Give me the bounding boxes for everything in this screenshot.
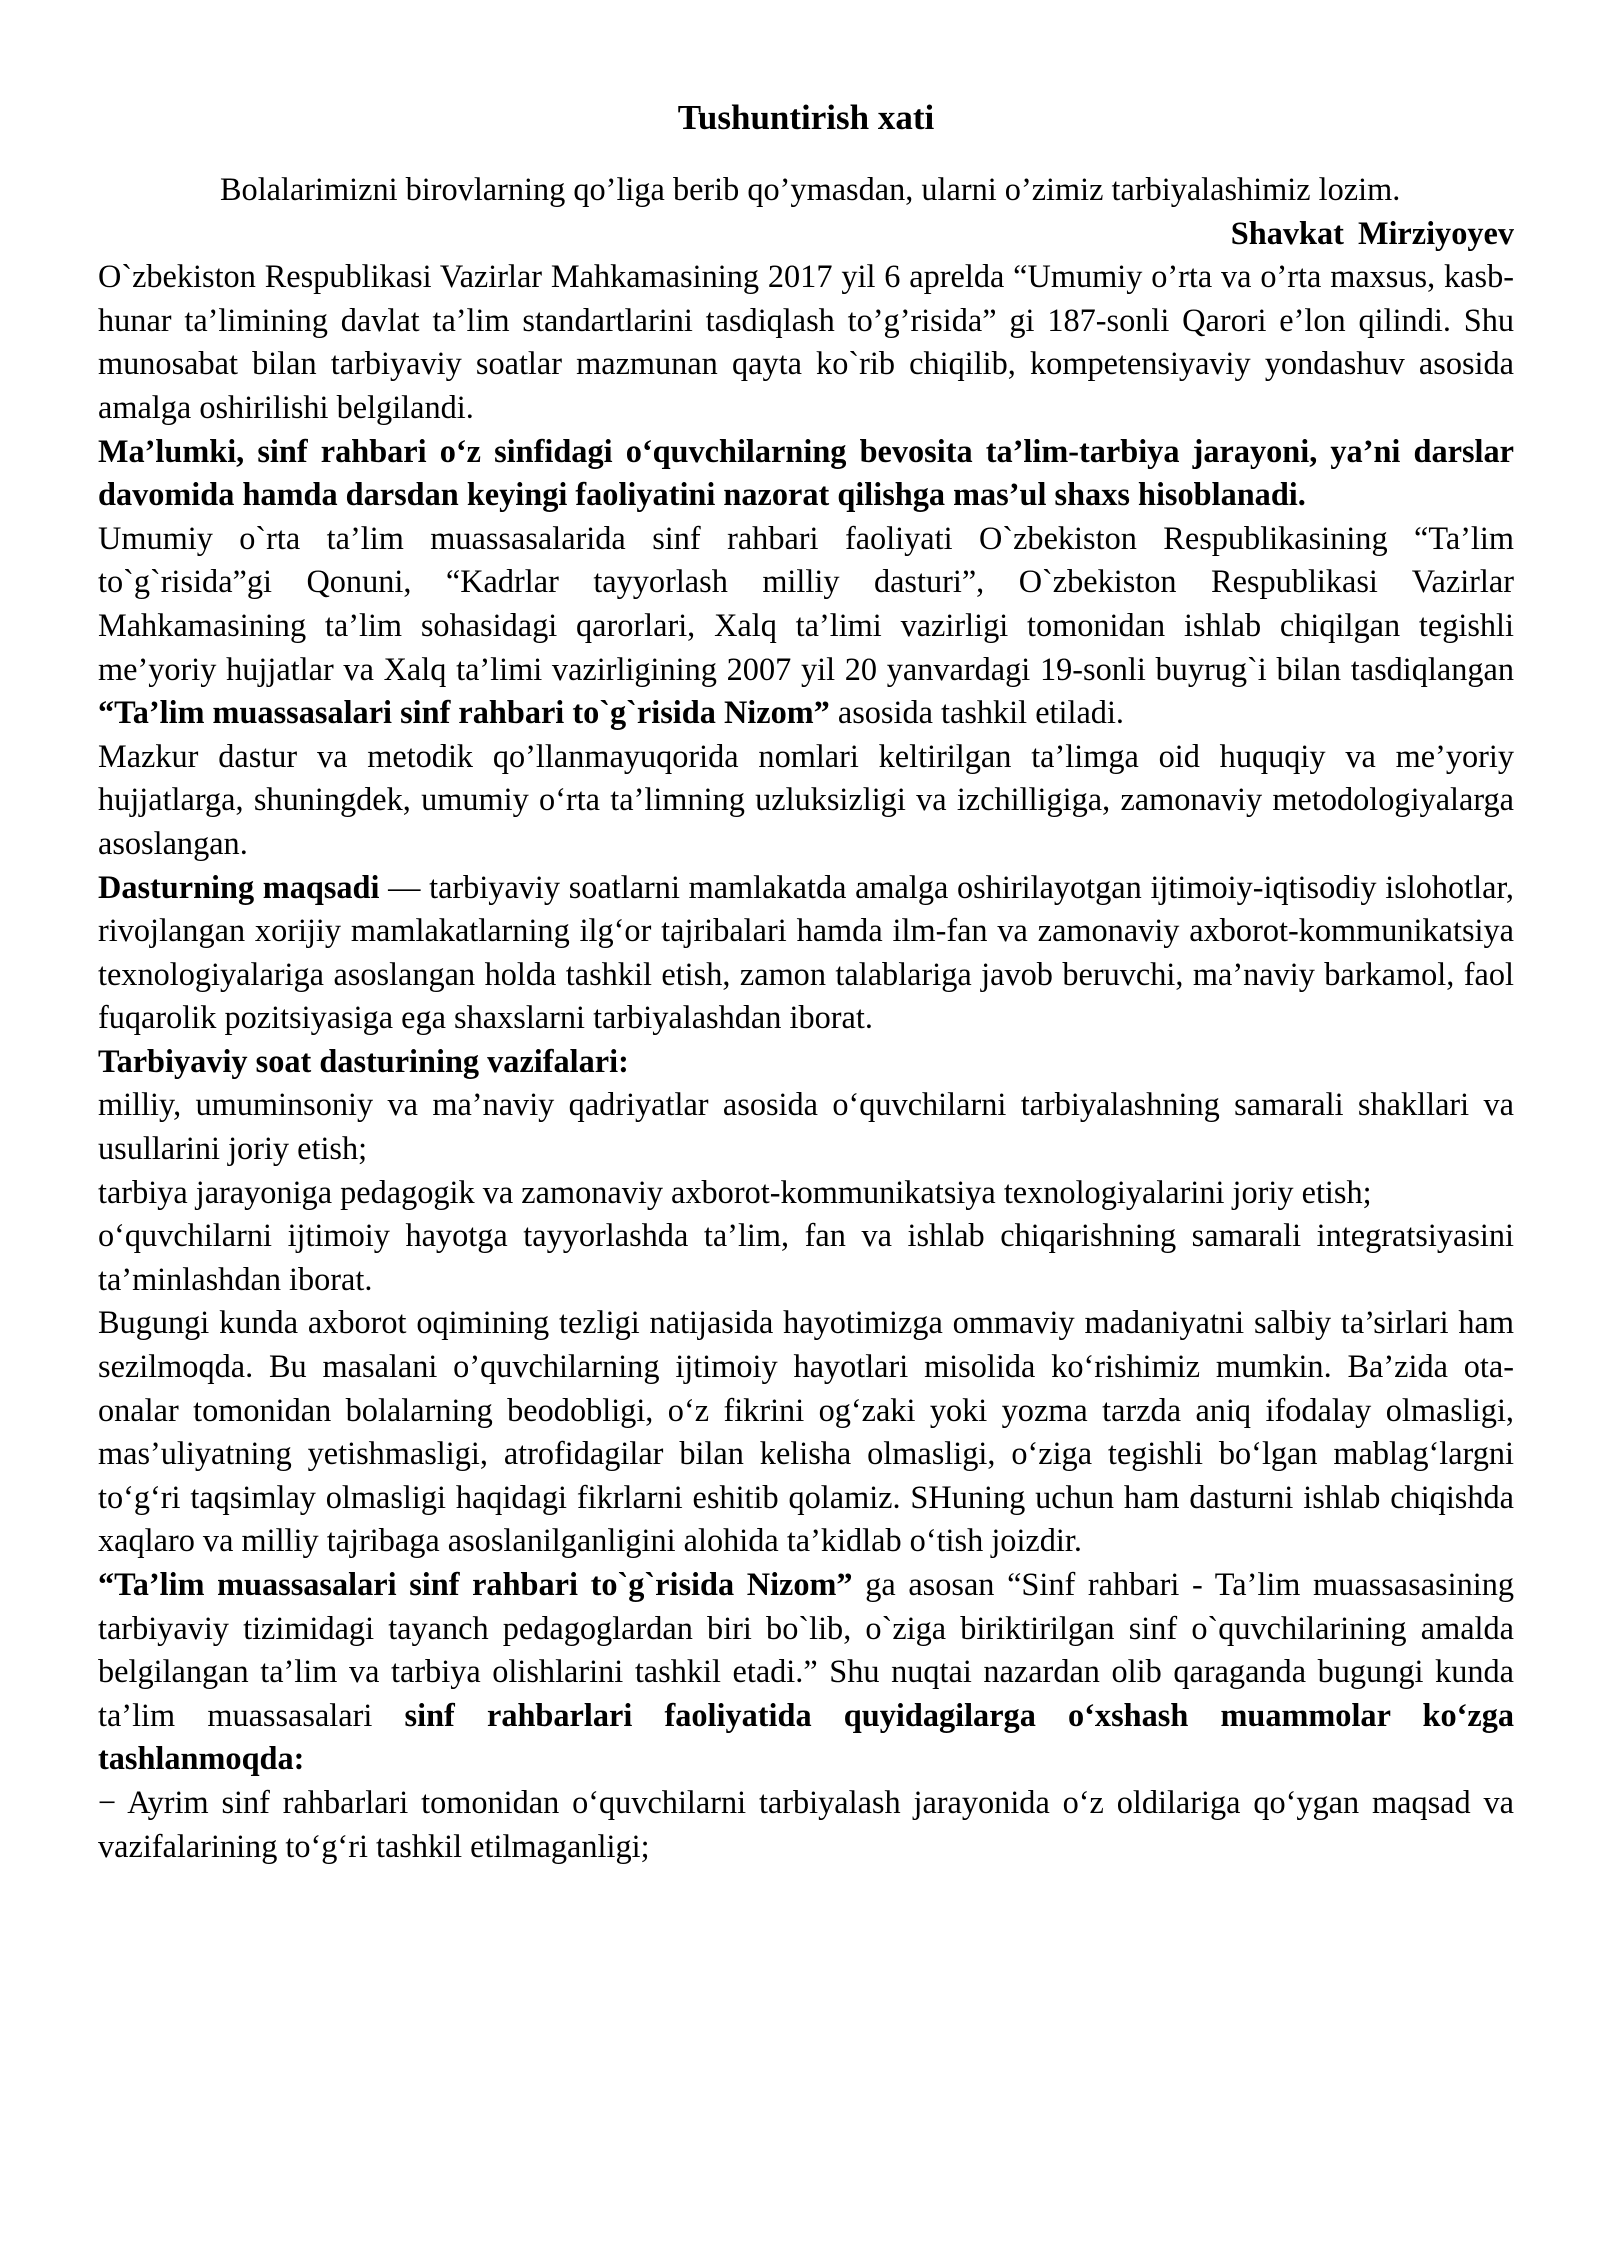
epigraph-author: Shavkat Mirziyoyev: [1230, 214, 1514, 251]
regulation-text: ga asosan “Sinf rahbari - Ta’lim muassasasining tarbiyaviy tizimidagi tayanch pedagoglardan biri bo`lib, o`ziga biriktirilgan sinf o`quvchilarining amalda belgilangan ta’lim va tarbiya olishlarini tashkil etadi.” Shu nuqtai nazardan olib qaraganda bugungi kunda ta’lim muassasalari: [98, 1566, 1514, 1733]
regulation-bold-problems: sinf rahbarlari faoliyatida quyidagilarga o‘xshash muammolar ko‘zga tashlanmoqda:: [98, 1696, 1515, 1777]
legal-basis-bold: “Ta’lim muassasalari sinf rahbari to`g`risida Nizom”: [98, 694, 830, 731]
paragraph-methodology: Mazkur dastur va metodik qo’llanmayuqorida nomlari keltirilgan ta’limga oid huquqiy va me’yoriy hujjatlarga, shuningdek, umumiy o‘rta ta’limning uzluksizligi va izchilligiga, zamonaviy metodologiyalarga asoslangan.: [98, 737, 1514, 861]
task-item: o‘quvchilarni ijtimoiy hayotga tayyorlashda ta’lim, fan va ishlab chiqarishning samarali integratsiyasini ta’minlashdan iborat.: [98, 1217, 1514, 1297]
paragraph-decree: O`zbekiston Respublikasi Vazirlar Mahkamasining 2017 yil 6 aprelda “Umumiy o’rta va o’rta maxsus, kasb-hunar ta’limining davlat ta’lim standartlarini tasdiqlash to’g’risida” gi 187-sonli Qarori e’lon qilindi. Shu munosabat bilan tarbiyaviy soatlar mazmunan qayta ko`rib chiqilib, kompetensiyaviy yondashuv asosida amalga oshirilishi belgilandi.: [98, 258, 1514, 425]
program-goal-label: Dasturning maqsadi: [98, 868, 380, 905]
task-item: tarbiya jarayoniga pedagogik va zamonaviy axborot-kommunikatsiya texnologiyalarini joriy etish;: [98, 1173, 1372, 1210]
tasks-heading-text: Tarbiyaviy soat dasturining vazifalari:: [98, 1042, 629, 1079]
paragraph-class-teacher-role: [98, 430, 1514, 517]
document-title: Tushuntirish xati: [677, 98, 935, 137]
paragraph-class-teacher-role-text: Ma’lumki, sinf rahbari o‘z sinfidagi o‘quvchilarning bevosita ta’lim-tarbiya jarayoni, ya’ni darslar davomida hamda darsdan keyingi faoliyatini nazorat qilishga mas’ul shaxs hisoblanadi.: [98, 432, 1514, 513]
tasks-heading: [98, 1040, 1514, 1084]
paragraph-legal-basis: [98, 517, 1514, 735]
paragraph-program-goal: [98, 866, 1514, 1040]
epigraph-quote: Bolalarimizni birovlarning qo’liga berib qo’ymasdan, ularni o’zimiz tarbiyalashimiz lozim.: [220, 171, 1401, 207]
program-goal-text: — tarbiyaviy soatlarni mamlakatda amalga oshirilayotgan ijtimoiy-iqtisodiy islohotlar, rivojlangan xorijiy mamlakatlarning ilg‘or tajribalari hamda ilm-fan va zamonaviy axborot-kommunikatsiya texnologiyalariga asoslangan holda tashkil etish, zamon talablariga javob beruvchi, ma’naviy barkamol, faol fuqarolik pozitsiyasiga ega shaxslarni tarbiyalashdan iborat.: [98, 868, 1514, 1036]
legal-basis-text-b: asosida tashkil etiladi.: [829, 694, 1124, 731]
task-item: milliy, umuminsoniy va ma’naviy qadriyatlar asosida o‘quvchilarni tarbiyalashning samarali shakllari va usullarini joriy etish;: [98, 1086, 1514, 1167]
regulation-bold-title: “Ta’lim muassasalari sinf rahbari to`g`risida Nizom”: [98, 1566, 853, 1602]
problem-list-item: − Ayrim sinf rahbarlari tomonidan o‘quvchilarni tarbiyalash jarayonida o‘z oldilariga qo‘ygan maqsad va vazifalarining to‘g‘ri tashkil etilmaganligi;: [98, 1783, 1514, 1864]
paragraph-regulation: [98, 1563, 1514, 1781]
paragraph-mass-culture: Bugungi kunda axborot oqimining tezligi natijasida hayotimizga ommaviy madaniyatni salbiy ta’sirlari ham sezilmoqda. Bu masalani o’quvchilarning ijtimoiy hayotlari misolida ko‘rishimiz mumkin. Ba’zida ota-onalar tomonidan bolalarning beodobligi, o‘z fikrini og‘zaki yoki yozma tarzda aniq ifodalay olmasligi, mas’uliyatning yetishmasligi, atrofidagilar bilan kelisha olmasligi, o‘ziga tegishli bo‘lgan mablag‘largni to‘g‘ri taqsimlay olmasligi haqidagi fikrlarni eshitib qolamiz. SHuning uchun ham dasturni ishlab chiqishda xaqlaro va milliy tajribaga asoslanilganligini alohida ta’kidlab o‘tish joizdir.: [98, 1304, 1514, 1559]
legal-basis-text-a: Umumiy o`rta ta’lim muassasalarida sinf rahbari faoliyati O`zbekiston Respublikasining “Ta’lim to`g`risida”gi Qonuni, “Kadrlar tayyorlash milliy dasturi”, O`zbekiston Respublikasi Vazirlar Mahkamasining ta’lim sohasidagi qarorlari, Xalq ta’limi vazirligi tomonidan ishlab chiqilgan tegishli me’yoriy hujjatlar va Xalq ta’limi vazirligining 2007 yil 20 yanvardagi 19-sonli buyrug`i bilan tasdiqlangan: [98, 519, 1514, 687]
